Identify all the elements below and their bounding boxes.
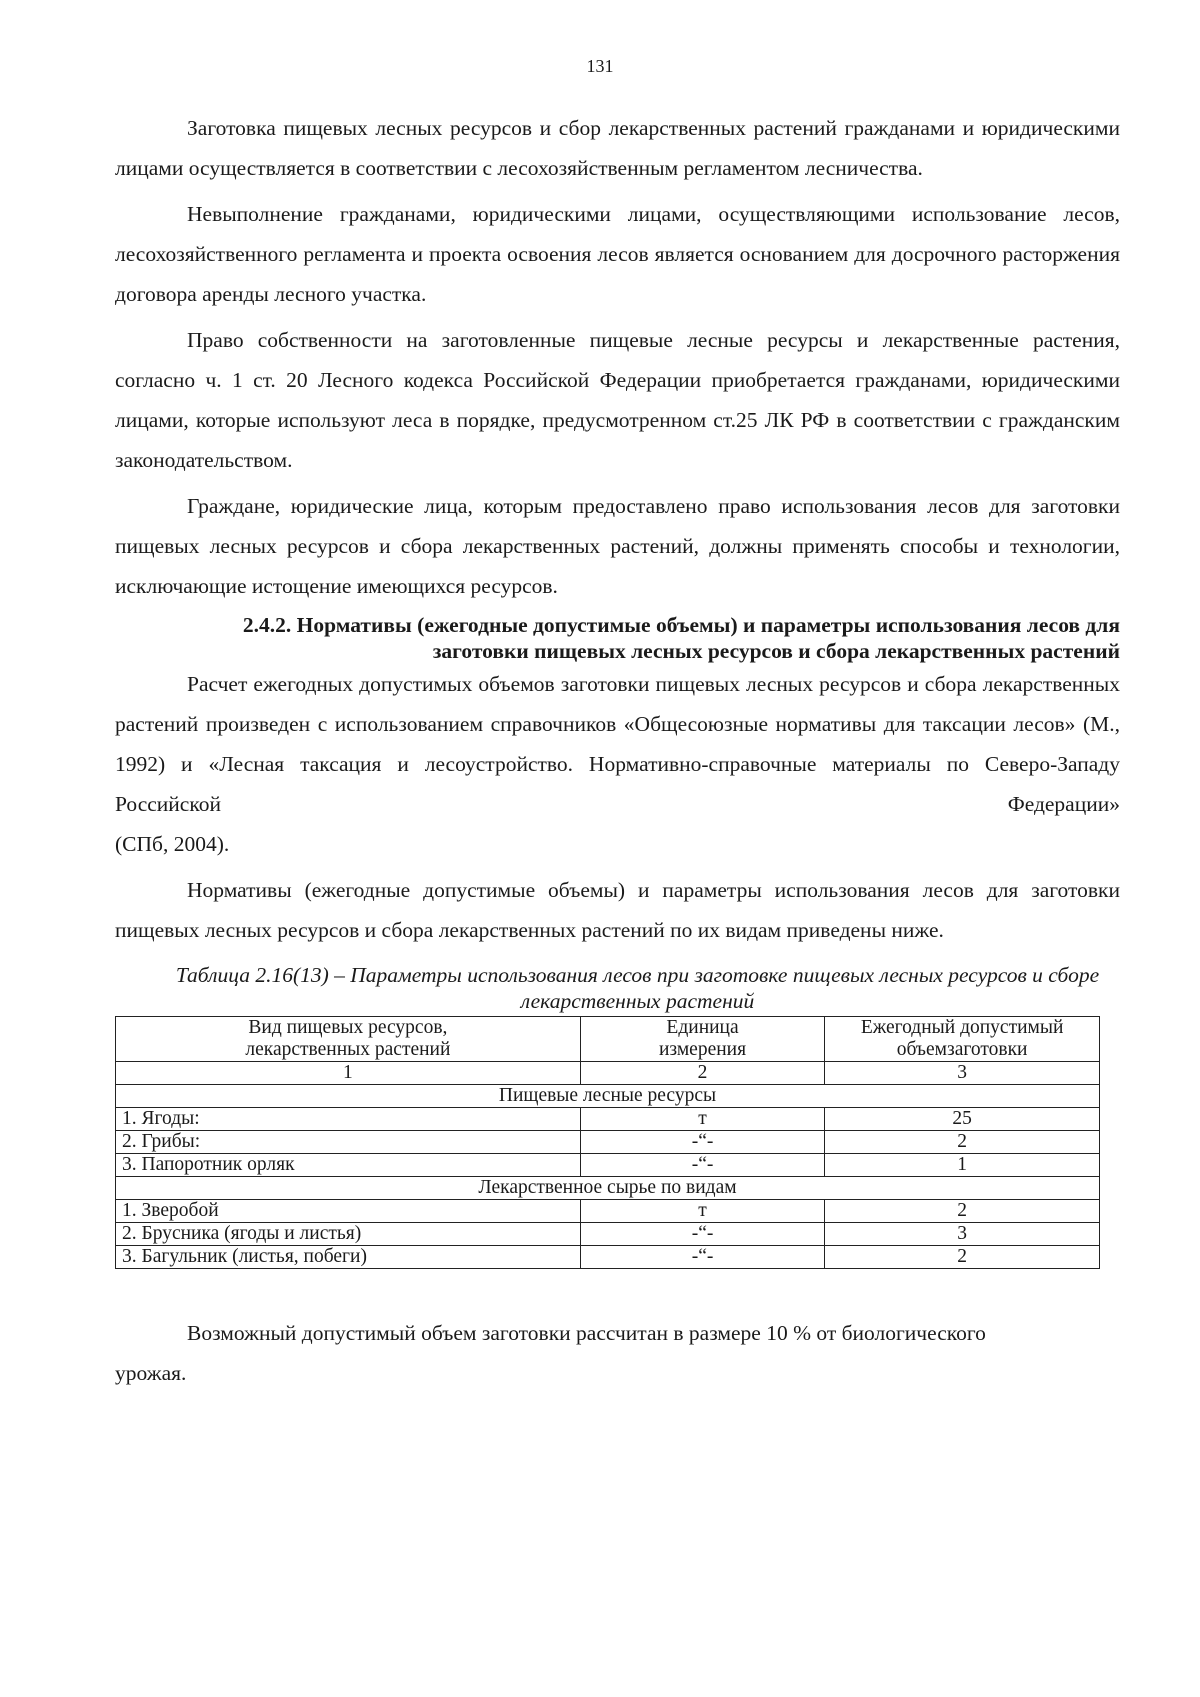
resource-volume: 3	[825, 1223, 1100, 1246]
resource-volume: 2	[825, 1200, 1100, 1223]
resource-unit: т	[580, 1108, 824, 1131]
resource-volume: 2	[825, 1131, 1100, 1154]
document-body	[115, 108, 1120, 1393]
table-header-row	[116, 1017, 1100, 1062]
column-number: 2	[580, 1062, 824, 1085]
section-heading-line-1: 2.4.2. Нормативы (ежегодные допустимые объемы) и параметры использования лесов для	[242, 613, 1120, 637]
resources-table	[115, 1016, 1100, 1269]
section-heading	[115, 612, 1120, 664]
paragraph-calculation-tail: (СПб, 2004).	[115, 832, 230, 856]
resource-name: 2. Грибы:	[116, 1131, 581, 1154]
header-annual-volume-line2: объемзаготовки	[896, 1039, 1028, 1060]
header-unit-line1: Единица	[666, 1017, 739, 1038]
final-paragraph	[115, 1313, 1120, 1393]
header-annual-volume-line1: Ежегодный допустимый	[860, 1017, 1064, 1038]
header-unit	[580, 1017, 824, 1062]
paragraph-methods: Граждане, юридические лица, которым предоставлено право использования лесов для заготовки пищевых лесных ресурсов и сбора лекарственных растений, должны применять способы и технологии, исключающие истощение имеющихся ресурсов.	[115, 494, 1120, 598]
table-number-row	[116, 1062, 1100, 1085]
resource-name: 3. Папоротник орляк	[116, 1154, 581, 1177]
final-line-2: урожая.	[115, 1361, 187, 1385]
table-section-row	[116, 1085, 1100, 1108]
page-number: 131	[586, 56, 614, 76]
resource-name: 1. Зверобой	[116, 1200, 581, 1223]
header-resource-type	[116, 1017, 581, 1062]
section-heading-line-2: заготовки пищевых лесных ресурсов и сбора лекарственных растений	[432, 639, 1120, 663]
paragraph-ownership: Право собственности на заготовленные пищевые лесные ресурсы и лекарственные растения, согласно ч. 1 ст. 20 Лесного кодекса Российской Федерации приобретается гражданами, юридическими лицами, которые используют леса в порядке, предусмотренном ст.25 ЛК РФ в соответствии с гражданским законодательством.	[115, 328, 1120, 472]
column-number: 1	[116, 1062, 581, 1085]
resource-unit: -“-	[580, 1246, 824, 1269]
column-number: 3	[825, 1062, 1100, 1085]
table-row	[116, 1246, 1100, 1269]
table-row	[116, 1154, 1100, 1177]
header-resource-type-line2: лекарственных растений	[245, 1039, 451, 1060]
resource-volume: 2	[825, 1246, 1100, 1269]
resource-name: 3. Багульник (листья, побеги)	[116, 1246, 581, 1269]
final-line-1: Возможный допустимый объем заготовки рассчитан в размере 10 % от биологического	[187, 1321, 986, 1345]
section-food-resources: Пищевые лесные ресурсы	[116, 1085, 1100, 1108]
table-row	[116, 1200, 1100, 1223]
resource-volume: 1	[825, 1154, 1100, 1177]
section-medicinal-raw: Лекарственное сырье по видам	[116, 1177, 1100, 1200]
resource-unit: -“-	[580, 1223, 824, 1246]
resource-unit: -“-	[580, 1131, 824, 1154]
table-row	[116, 1223, 1100, 1246]
header-unit-line2: измерения	[658, 1039, 747, 1060]
paragraph-calculation: Расчет ежегодных допустимых объемов заготовки пищевых лесных ресурсов и сбора лекарственных растений произведен с использованием справочников «Общесоюзные нормативы для таксации лесов» (М., 1992) и «Лесная таксация и лесоустройство. Нормативно-справочные материалы по Северо-Западу Российской Федерации»	[115, 672, 1120, 816]
resource-unit: -“-	[580, 1154, 824, 1177]
paragraph-noncompliance: Невыполнение гражданами, юридическими лицами, осуществляющими использование лесов, лесохозяйственного регламента и проекта освоения лесов является основанием для досрочного расторжения договора аренды лесного участка.	[115, 202, 1120, 306]
resource-volume: 25	[825, 1108, 1100, 1131]
table-caption: Таблица 2.16(13) – Параметры использования лесов при заготовке пищевых лесных ресурсов и сборе лекарственных растений	[175, 963, 1100, 1013]
table-section-row	[116, 1177, 1100, 1200]
paragraph-harvest-rules: Заготовка пищевых лесных ресурсов и сбор лекарственных растений гражданами и юридическими лицами осуществляется в соответствии с лесохозяйственным регламентом лесничества.	[115, 116, 1120, 180]
header-resource-type-line1: Вид пищевых ресурсов,	[248, 1017, 448, 1038]
table-row	[116, 1108, 1100, 1131]
resource-unit: т	[580, 1200, 824, 1223]
header-annual-volume	[825, 1017, 1100, 1062]
resource-name: 1. Ягоды:	[116, 1108, 581, 1131]
paragraph-norms: Нормативы (ежегодные допустимые объемы) и параметры использования лесов для заготовки пищевых лесных ресурсов и сбора лекарственных растений по их видам приведены ниже.	[115, 878, 1120, 942]
resource-name: 2. Брусника (ягоды и листья)	[116, 1223, 581, 1246]
table-row	[116, 1131, 1100, 1154]
